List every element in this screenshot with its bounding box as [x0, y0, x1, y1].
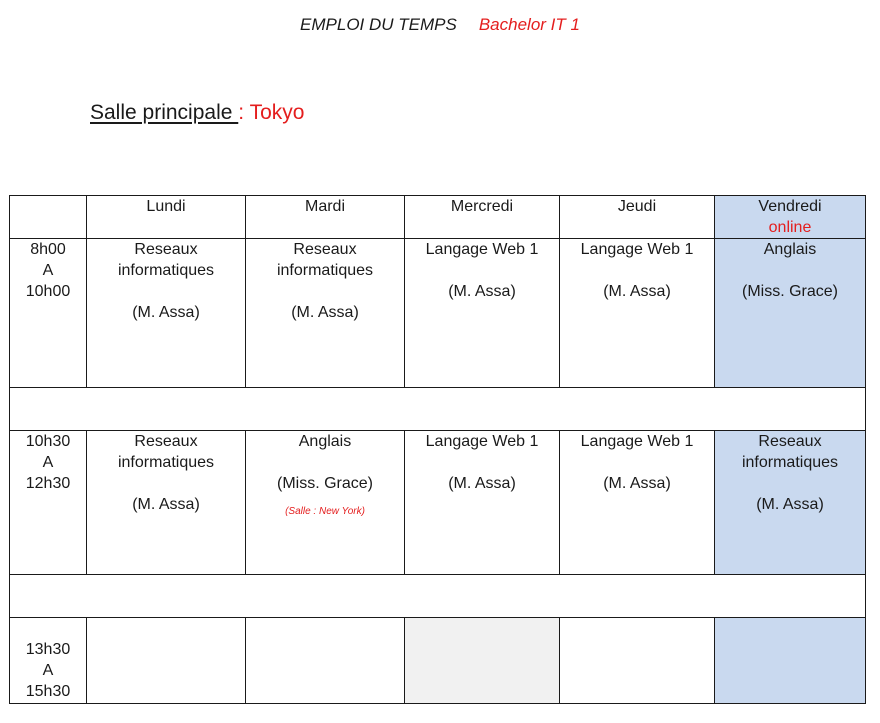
timetable [9, 195, 866, 704]
time-cell [10, 618, 87, 704]
document-title: EMPLOI DU TEMPS [300, 15, 457, 34]
course-name-line2: informatiques [276, 262, 374, 279]
break-row [10, 575, 866, 618]
course-name: Langage Web 1 [425, 241, 539, 258]
page-header [0, 15, 880, 35]
course-name: Langage Web 1 [580, 433, 694, 450]
day-header-friday [715, 196, 866, 239]
lesson-cell [405, 239, 560, 388]
day-header-wednesday: Mercredi [405, 196, 560, 239]
main-room-label: Salle principale [90, 101, 239, 124]
main-room-line [90, 101, 304, 125]
time-slot-row [10, 239, 866, 388]
teacher-name: (M. Assa) [291, 304, 359, 321]
lesson-cell [560, 431, 715, 575]
room-note: (Salle : New York) [285, 506, 365, 517]
break-cell [10, 575, 866, 618]
teacher-name: (M. Assa) [756, 496, 824, 513]
course-name: Reseaux [134, 241, 198, 258]
empty-lesson-cell [560, 618, 715, 704]
corner-cell [10, 196, 87, 239]
course-name: Reseaux [293, 241, 357, 258]
teacher-name: (M. Assa) [448, 283, 516, 300]
main-room-name: Tokyo [249, 101, 305, 124]
lesson-cell [87, 239, 246, 388]
teacher-name: (M. Assa) [603, 475, 671, 492]
empty-lesson-cell [246, 618, 405, 704]
lesson-cell-friday [715, 239, 866, 388]
time-separator: A [42, 454, 54, 471]
time-start: 13h30 [25, 641, 71, 658]
course-name: Anglais [763, 241, 817, 258]
time-separator: A [42, 662, 54, 679]
lesson-cell-friday [715, 431, 866, 575]
time-start: 8h00 [30, 241, 66, 258]
time-cell [10, 431, 87, 575]
course-name: Reseaux [134, 433, 198, 450]
time-slot-row [10, 431, 866, 575]
class-name: Bachelor IT 1 [478, 15, 580, 34]
time-end: 15h30 [25, 683, 71, 700]
course-name: Langage Web 1 [425, 433, 539, 450]
teacher-name: (M. Assa) [132, 496, 200, 513]
teacher-name: (Miss. Grace) [742, 283, 838, 300]
lesson-cell [405, 431, 560, 575]
day-header-tuesday: Mardi [246, 196, 405, 239]
room-separator: : [238, 101, 250, 124]
day-header-row [10, 196, 866, 239]
friday-label: Vendredi [758, 198, 822, 215]
empty-lesson-cell-friday [715, 618, 866, 704]
day-header-thursday: Jeudi [560, 196, 715, 239]
time-start: 10h30 [25, 433, 71, 450]
break-row [10, 388, 866, 431]
online-badge: online [768, 219, 812, 236]
course-name: Reseaux [758, 433, 822, 450]
course-name-line2: informatiques [117, 454, 215, 471]
course-name-line2: informatiques [117, 262, 215, 279]
course-name: Langage Web 1 [580, 241, 694, 258]
day-header-monday: Lundi [87, 196, 246, 239]
time-separator: A [42, 262, 54, 279]
break-cell [10, 388, 866, 431]
lesson-cell [246, 431, 405, 575]
teacher-name: (Miss. Grace) [277, 475, 373, 492]
time-slot-row [10, 618, 866, 704]
empty-lesson-cell [87, 618, 246, 704]
course-name-line2: informatiques [741, 454, 839, 471]
teacher-name: (M. Assa) [132, 304, 200, 321]
teacher-name: (M. Assa) [603, 283, 671, 300]
lesson-cell [87, 431, 246, 575]
time-end: 12h30 [25, 475, 71, 492]
lesson-cell [246, 239, 405, 388]
time-end: 10h00 [25, 283, 71, 300]
course-name: Anglais [298, 433, 352, 450]
lesson-cell [560, 239, 715, 388]
time-cell [10, 239, 87, 388]
empty-lesson-cell [405, 618, 560, 704]
teacher-name: (M. Assa) [448, 475, 516, 492]
